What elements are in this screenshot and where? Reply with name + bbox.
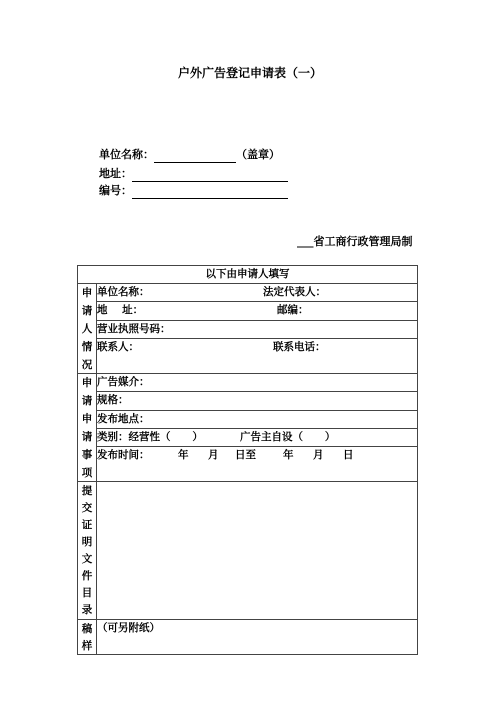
contact-cell[interactable]: 联系人： 联系电话： bbox=[97, 339, 418, 374]
attach-note: （可另附纸） bbox=[97, 622, 160, 634]
page-title: 户外广告登记申请表（一） bbox=[177, 66, 322, 80]
address-cell[interactable]: 地 址： 邮编： bbox=[97, 302, 418, 320]
date-year-1: 年 bbox=[178, 449, 189, 462]
unit-name-cell[interactable]: 单位名称： 法定代表人： bbox=[97, 284, 418, 302]
date-month-1: 月 bbox=[208, 449, 219, 462]
matters-side-label: 申 请 申 请 事 项 bbox=[78, 374, 97, 482]
date-day-2: 日 bbox=[343, 449, 354, 462]
number-row bbox=[99, 183, 288, 199]
applicant-side-label: 申 请 人 情 况 bbox=[78, 284, 97, 374]
date-day-to: 日至 bbox=[235, 449, 256, 462]
postcode-label: 邮编： bbox=[277, 304, 309, 317]
unit-name-blank[interactable] bbox=[154, 162, 236, 163]
issuer-line bbox=[297, 233, 413, 249]
media-cell[interactable]: 广告媒介： bbox=[97, 374, 418, 392]
spec-cell[interactable]: 规格： bbox=[97, 392, 418, 410]
legal-rep-label: 法定代表人： bbox=[263, 286, 326, 298]
draft-sample-side-label: 稿 样 bbox=[78, 620, 97, 655]
self-set-label: 广告主自设（ ） bbox=[240, 430, 336, 443]
application-table bbox=[77, 265, 418, 655]
documents-list-cell[interactable] bbox=[97, 482, 418, 620]
location-cell[interactable]: 发布地点： bbox=[97, 410, 418, 428]
issuer-blank: ___ bbox=[297, 235, 314, 248]
documents-side-label: 提 交 证 明 文 件 目 录 bbox=[78, 482, 97, 620]
date-month-2: 月 bbox=[313, 449, 324, 462]
seal-label: （盖章） bbox=[236, 148, 280, 161]
unit-name-label: 单位名称： bbox=[99, 148, 154, 161]
draft-sample-cell[interactable] bbox=[97, 620, 418, 655]
date-year-2: 年 bbox=[283, 449, 294, 462]
unit-name-row bbox=[99, 147, 280, 163]
address-blank[interactable] bbox=[132, 181, 288, 182]
number-blank[interactable] bbox=[132, 198, 288, 199]
number-label: 编号： bbox=[99, 184, 132, 197]
license-cell[interactable]: 营业执照号码： bbox=[97, 320, 418, 338]
pub-time-cell[interactable]: 发布时间： 年 月 日至 年 月 日 bbox=[97, 447, 418, 482]
category-cell[interactable]: 类别：经营性（ ） 广告主自设（ ） bbox=[97, 428, 418, 446]
address-row bbox=[99, 166, 288, 182]
address-label: 地址： bbox=[99, 167, 132, 180]
table-header: 以下由申请人填写 bbox=[78, 266, 418, 284]
issuer-name: 省工商行政管理局制 bbox=[313, 235, 413, 248]
phone-label: 联系电话： bbox=[273, 341, 326, 354]
